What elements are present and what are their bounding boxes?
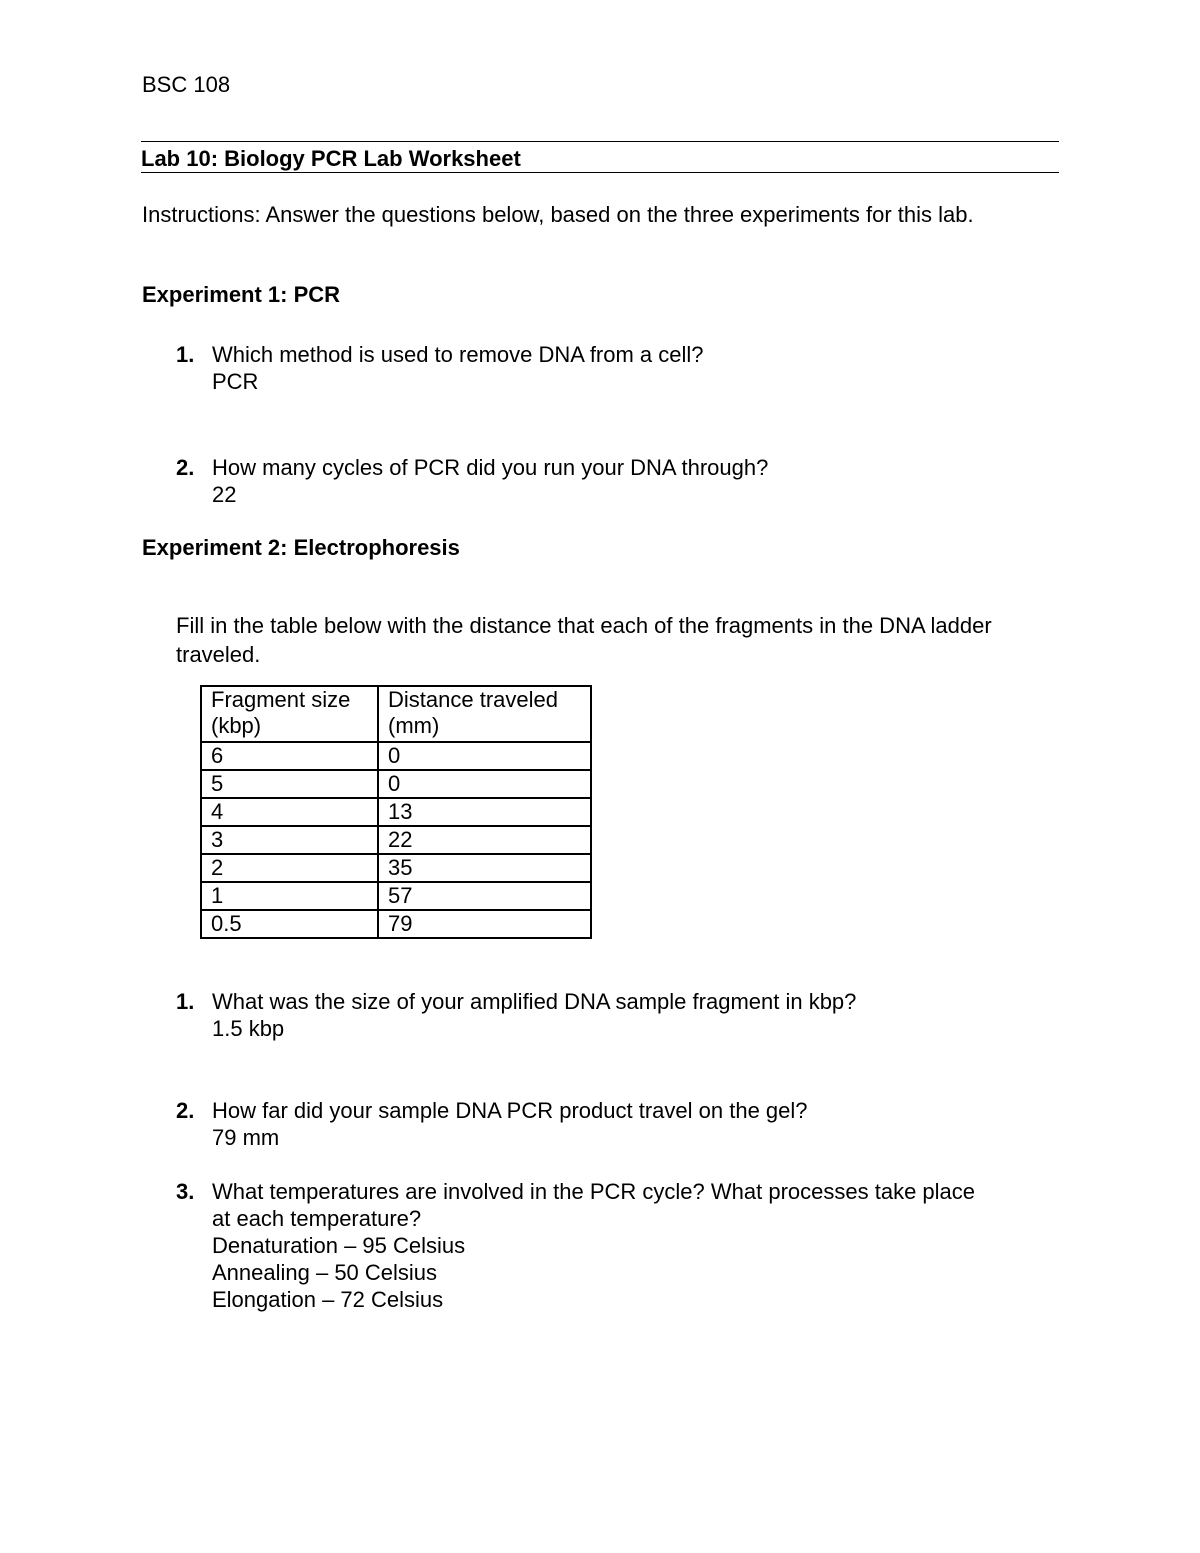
title-band [141,141,1059,173]
question-text: at each temperature? [212,1206,422,1231]
answer-text: Elongation – 72 Celsius [212,1287,444,1312]
fragment-size-cell: 4 [201,798,378,826]
table-header-row [201,686,591,742]
table-header-cell: Fragment size (kbp) [201,686,378,742]
distance-cell: 22 [378,826,591,854]
question-text: How far did your sample DNA PCR product travel on the gel? [212,1098,808,1123]
fragment-size-cell: 1 [201,882,378,910]
question-text: What temperatures are involved in the PCR cycle? What processes take place [212,1179,976,1204]
question-number: 2. [176,455,195,480]
distance-cell: 0 [378,770,591,798]
question-number: 1. [176,989,195,1014]
fragment-size-cell: 3 [201,826,378,854]
fragment-size-cell: 0.5 [201,910,378,938]
instructions-text: Instructions: Answer the questions below, based on the three experiments for this lab. [142,202,974,227]
answer-text: Denaturation – 95 Celsius [212,1233,466,1258]
question-text: Which method is used to remove DNA from a cell? [212,342,704,367]
distance-cell: 35 [378,854,591,882]
table-instructions: Fill in the table below with the distance that each of the fragments in the DNA ladder traveled. [176,613,992,667]
table-row [201,882,591,910]
experiment-1-heading: Experiment 1: PCR [142,282,341,307]
distance-cell: 79 [378,910,591,938]
distance-cell: 13 [378,798,591,826]
answer-text: 79 mm [212,1125,280,1150]
answer-text: PCR [212,369,259,394]
question-number: 3. [176,1179,195,1204]
table-row [201,910,591,938]
table-row [201,854,591,882]
question-text: What was the size of your amplified DNA sample fragment in kbp? [212,989,857,1014]
answer-text: Annealing – 50 Celsius [212,1260,438,1285]
table-row [201,798,591,826]
table-row [201,826,591,854]
table-row [201,742,591,770]
dna-ladder-table [200,685,592,939]
worksheet-title: Lab 10: Biology PCR Lab Worksheet [141,146,521,171]
experiment-2-heading: Experiment 2: Electrophoresis [142,535,460,560]
course-code: BSC 108 [142,72,231,97]
fragment-size-cell: 2 [201,854,378,882]
answer-text: 22 [212,482,237,507]
table-header-cell: Distance traveled (mm) [378,686,591,742]
answer-text: 1.5 kbp [212,1016,285,1041]
table-row [201,770,591,798]
fragment-size-cell: 5 [201,770,378,798]
distance-cell: 57 [378,882,591,910]
question-number: 2. [176,1098,195,1123]
distance-cell: 0 [378,742,591,770]
fragment-size-cell: 6 [201,742,378,770]
question-text: How many cycles of PCR did you run your DNA through? [212,455,769,480]
question-number: 1. [176,342,195,367]
